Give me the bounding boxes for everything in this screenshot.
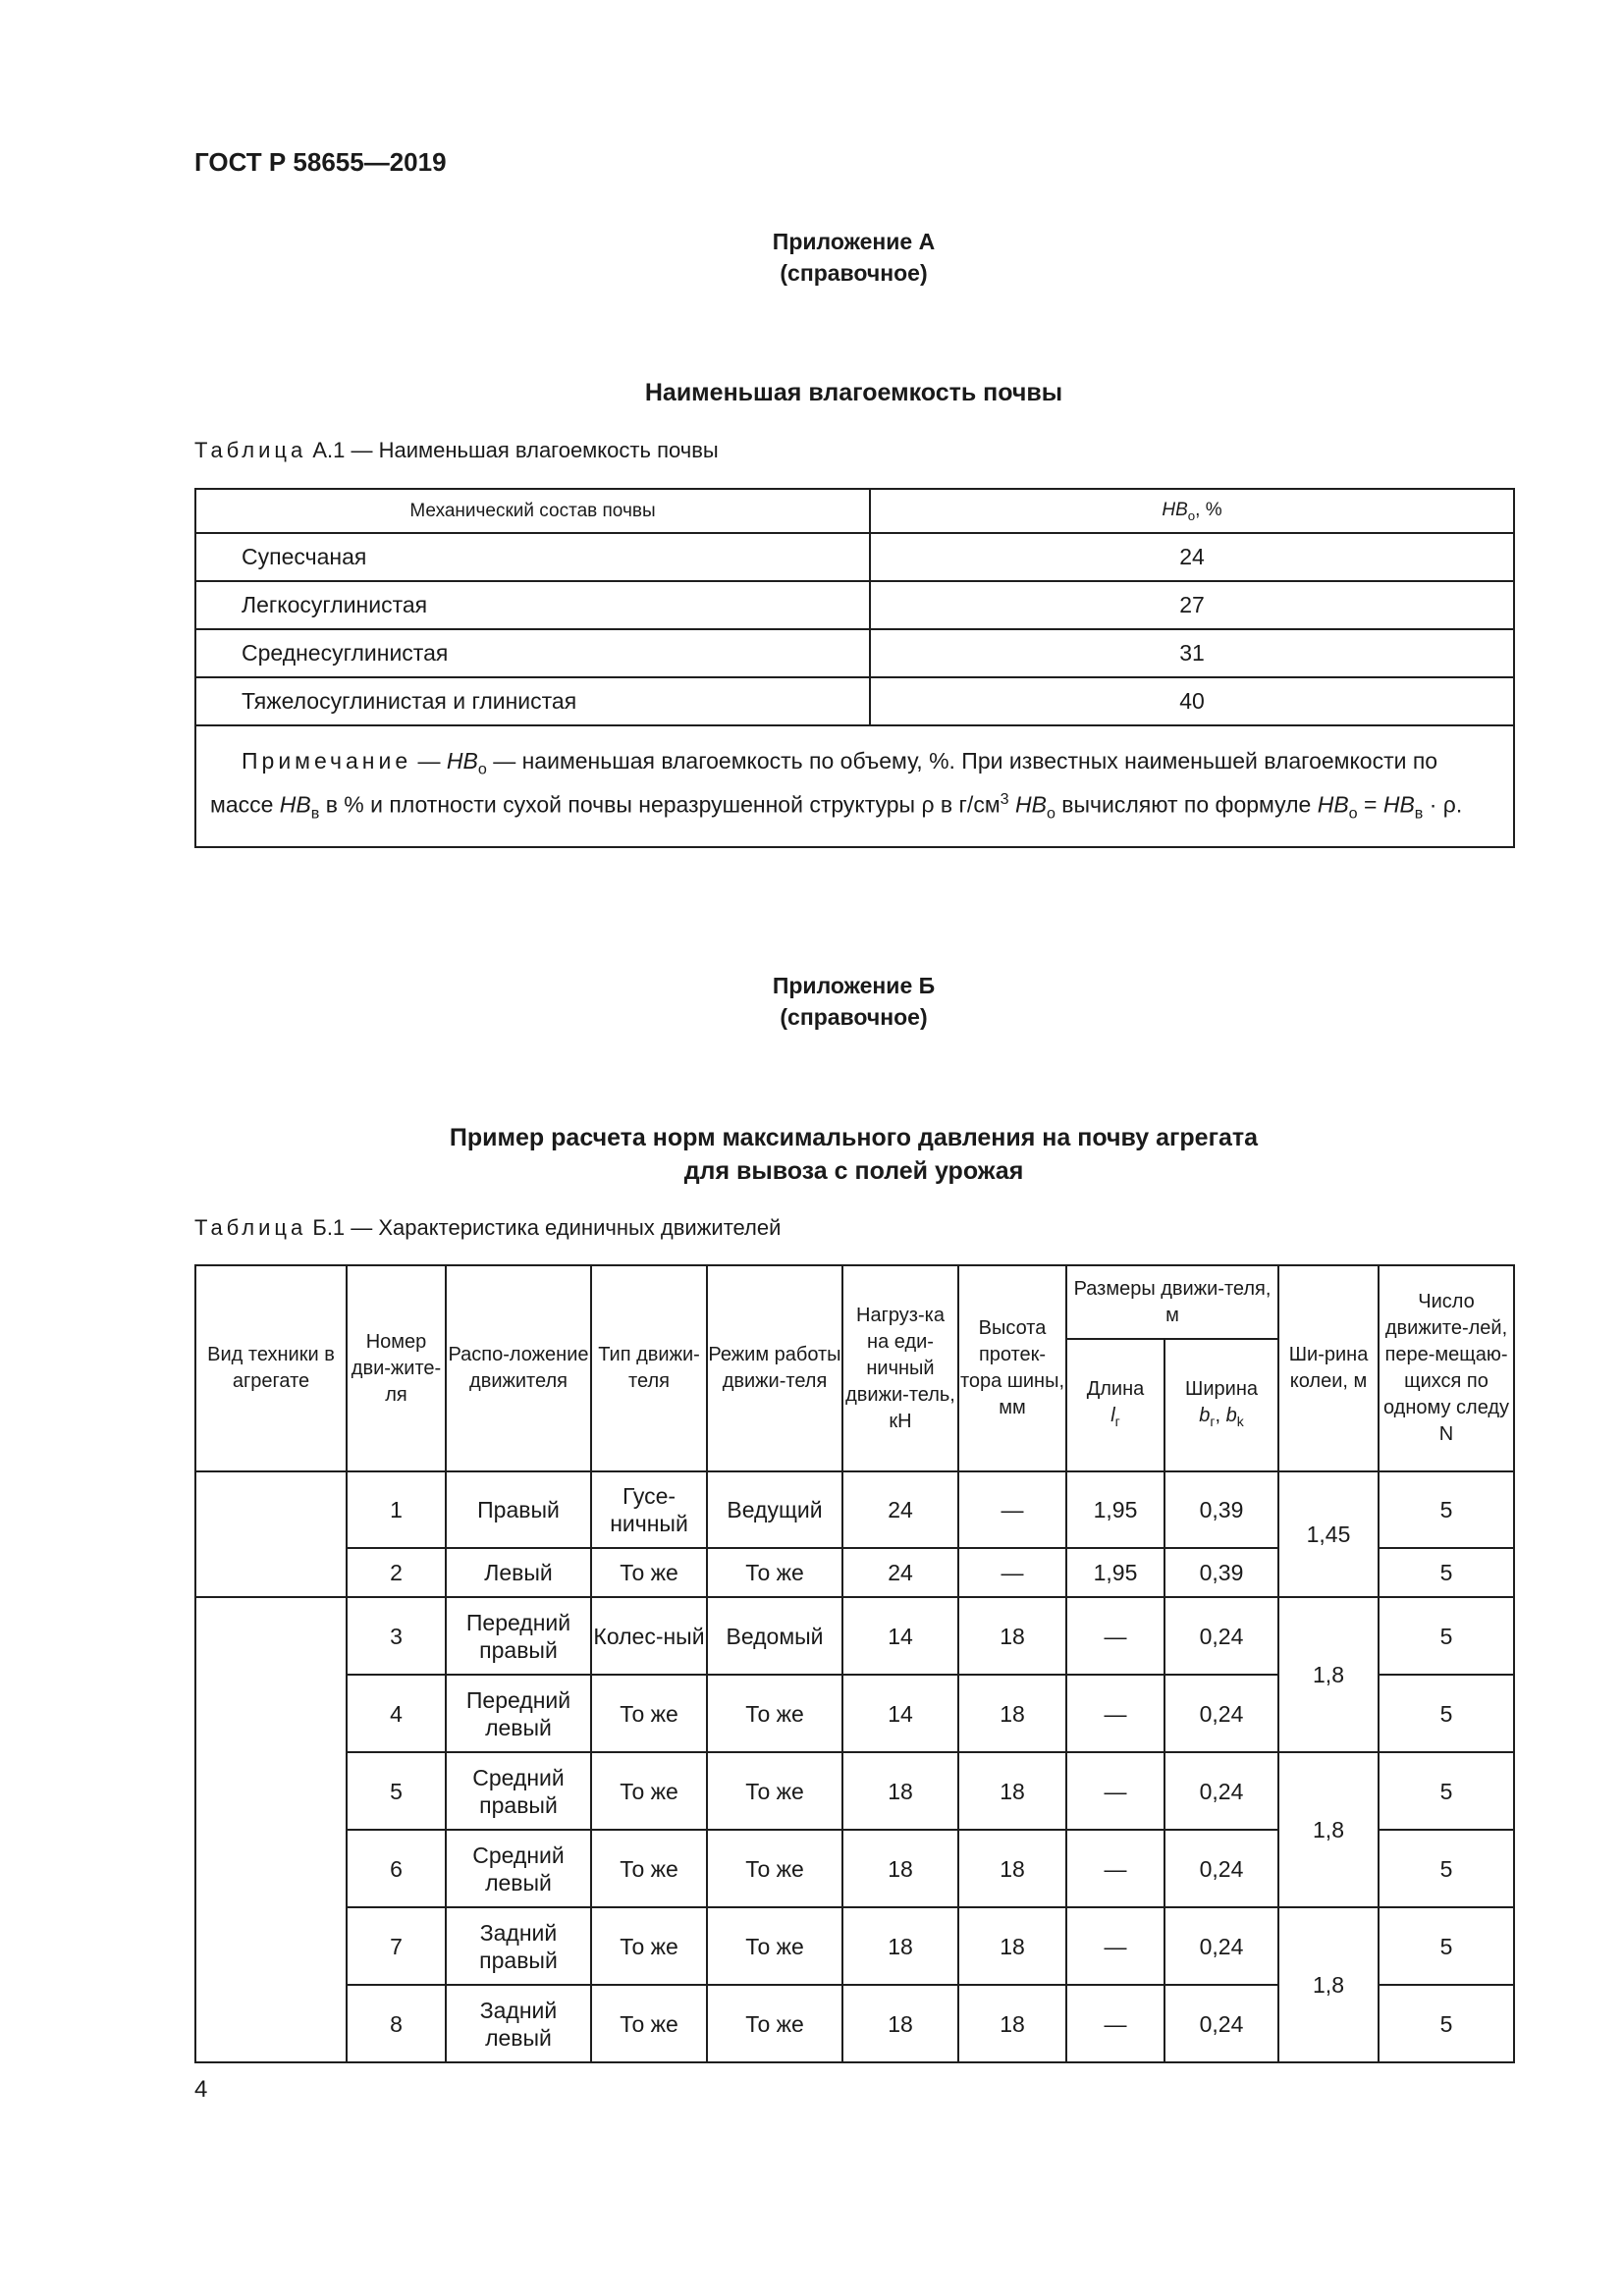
mode-cell: То же xyxy=(707,1752,842,1830)
appendix-b-title: Приложение Б xyxy=(772,973,936,998)
value-cell: 24 xyxy=(870,533,1514,581)
table-row xyxy=(195,1752,1514,1830)
position-cell: Средний правый xyxy=(446,1752,591,1830)
width-cell: 0,24 xyxy=(1164,1597,1278,1675)
gauge-cell: 1,8 xyxy=(1278,1907,1379,2062)
table-row xyxy=(195,677,1514,725)
count-cell: 5 xyxy=(1379,1675,1514,1752)
load-cell: 18 xyxy=(842,1752,958,1830)
gauge-cell: 1,45 xyxy=(1278,1471,1379,1597)
appendix-b-title-block xyxy=(194,970,1513,1033)
header-count: Число движите-лей, пере-мещаю-щихся по одному следу N xyxy=(1379,1265,1514,1471)
soil-cell: Среднесуглинистая xyxy=(195,629,870,677)
table-label: Таблица xyxy=(194,438,307,462)
table-header-row xyxy=(195,1265,1514,1339)
length-cell: — xyxy=(1066,1752,1164,1830)
length-cell: — xyxy=(1066,1985,1164,2062)
mode-cell: То же xyxy=(707,1985,842,2062)
count-cell: 5 xyxy=(1379,1907,1514,1985)
number-cell: 5 xyxy=(347,1752,446,1830)
table-row xyxy=(195,1597,1514,1675)
header-soil-composition: Механический состав почвы xyxy=(195,489,870,533)
value-cell: 40 xyxy=(870,677,1514,725)
soil-cell: Легкосуглинистая xyxy=(195,581,870,629)
length-cell: — xyxy=(1066,1675,1164,1752)
position-cell: Задний правый xyxy=(446,1907,591,1985)
count-cell: 5 xyxy=(1379,1548,1514,1597)
load-cell: 24 xyxy=(842,1548,958,1597)
appendix-a-kind: (справочное) xyxy=(780,260,928,286)
load-cell: 24 xyxy=(842,1471,958,1548)
tread-cell: 18 xyxy=(958,1907,1066,1985)
value-cell: 27 xyxy=(870,581,1514,629)
vehicle-cell xyxy=(195,1471,347,1597)
width-cell: 0,39 xyxy=(1164,1548,1278,1597)
width-cell: 0,24 xyxy=(1164,1907,1278,1985)
soil-cell: Супесчаная xyxy=(195,533,870,581)
mode-cell: То же xyxy=(707,1548,842,1597)
appendix-a-heading: Наименьшая влагоемкость почвы xyxy=(644,379,1063,406)
width-cell: 0,24 xyxy=(1164,1830,1278,1907)
mode-cell: То же xyxy=(707,1830,842,1907)
count-cell: 5 xyxy=(1379,1597,1514,1675)
number-cell: 6 xyxy=(347,1830,446,1907)
type-cell: То же xyxy=(591,1675,707,1752)
table-b1 xyxy=(194,1264,1515,2063)
mode-cell: Ведущий xyxy=(707,1471,842,1548)
tread-cell: 18 xyxy=(958,1597,1066,1675)
number-cell: 4 xyxy=(347,1675,446,1752)
header-type: Тип движи-теля xyxy=(591,1265,707,1471)
position-cell: Левый xyxy=(446,1548,591,1597)
length-cell: — xyxy=(1066,1830,1164,1907)
length-cell: 1,95 xyxy=(1066,1548,1164,1597)
heading-line-2: для вывоза с полей урожая xyxy=(683,1157,1024,1185)
heading-line-1: Пример расчета норм максимального давления на почву агрегата xyxy=(449,1124,1259,1151)
table-a1 xyxy=(194,488,1515,848)
table-caption-text: Б.1 — Характеристика единичных движителей xyxy=(306,1215,782,1240)
page-number: 4 xyxy=(194,2076,208,2103)
mode-cell: Ведомый xyxy=(707,1597,842,1675)
header-hbo: $HB_о$, % xyxy=(870,489,1514,533)
header-dimensions: Размеры движи-теля, м xyxy=(1066,1265,1278,1339)
table-header-row xyxy=(195,489,1514,533)
appendix-a-title: Приложение А xyxy=(772,229,936,254)
type-cell: То же xyxy=(591,1985,707,2062)
width-cell: 0,24 xyxy=(1164,1675,1278,1752)
header-vehicle: Вид техники в агрегате xyxy=(195,1265,347,1471)
load-cell: 18 xyxy=(842,1985,958,2062)
tread-cell: — xyxy=(958,1471,1066,1548)
number-cell: 3 xyxy=(347,1597,446,1675)
position-cell: Передний правый xyxy=(446,1597,591,1675)
count-cell: 5 xyxy=(1379,1471,1514,1548)
vehicle-cell xyxy=(195,1597,347,2062)
header-load: Нагруз-ка на еди-ничный движи-тель, кН xyxy=(842,1265,958,1471)
appendix-b-kind: (справочное) xyxy=(780,1004,928,1030)
appendix-b-heading xyxy=(194,1121,1513,1188)
gauge-cell: 1,8 xyxy=(1278,1752,1379,1907)
load-cell: 14 xyxy=(842,1597,958,1675)
mode-cell: То же xyxy=(707,1675,842,1752)
type-cell: То же xyxy=(591,1752,707,1830)
load-cell: 18 xyxy=(842,1907,958,1985)
tread-cell: 18 xyxy=(958,1830,1066,1907)
position-cell: Правый xyxy=(446,1471,591,1548)
table-row xyxy=(195,581,1514,629)
number-cell: 1 xyxy=(347,1471,446,1548)
number-cell: 7 xyxy=(347,1907,446,1985)
header-length: Длина $l_г$ xyxy=(1066,1339,1164,1471)
length-cell: — xyxy=(1066,1907,1164,1985)
width-cell: 0,39 xyxy=(1164,1471,1278,1548)
position-cell: Средний левый xyxy=(446,1830,591,1907)
header-number: Номер дви-жите-ля xyxy=(347,1265,446,1471)
tread-cell: 18 xyxy=(958,1985,1066,2062)
standard-code: ГОСТ Р 58655—2019 xyxy=(194,147,447,177)
header-gauge: Ши-рина колеи, м xyxy=(1278,1265,1379,1471)
position-cell: Задний левый xyxy=(446,1985,591,2062)
table-a1-caption xyxy=(194,438,719,463)
table-b1-caption xyxy=(194,1215,781,1241)
table-label: Таблица xyxy=(194,1215,307,1240)
load-cell: 14 xyxy=(842,1675,958,1752)
load-cell: 18 xyxy=(842,1830,958,1907)
table-note: Примечание — $HB_о$ — наименьшая влагоемкость по объему, %. При известных наименьшей влагоемкости по массе $HB_в$ в % и плотности сухой почвы неразрушенной структуры ρ в $г/см^3$ $HB_о$ вычисляют по формуле $HB_о = HB_в \cdot \rho$. xyxy=(195,725,1514,847)
table-row xyxy=(195,629,1514,677)
length-cell: — xyxy=(1066,1597,1164,1675)
header-mode: Режим работы движи-теля xyxy=(707,1265,842,1471)
width-cell: 0,24 xyxy=(1164,1752,1278,1830)
type-cell: То же xyxy=(591,1548,707,1597)
type-cell: То же xyxy=(591,1907,707,1985)
value-cell: 31 xyxy=(870,629,1514,677)
count-cell: 5 xyxy=(1379,1830,1514,1907)
type-cell: То же xyxy=(591,1830,707,1907)
type-cell: Гусе-ничный xyxy=(591,1471,707,1548)
header-position: Распо-ложение движителя xyxy=(446,1265,591,1471)
appendix-a-title-block xyxy=(194,226,1513,289)
soil-cell: Тяжелосуглинистая и глинистая xyxy=(195,677,870,725)
type-cell: Колес-ный xyxy=(591,1597,707,1675)
table-row xyxy=(195,1907,1514,1985)
table-row xyxy=(195,1471,1514,1548)
tread-cell: — xyxy=(958,1548,1066,1597)
header-width: Ширина $b_г$, $b_k$ xyxy=(1164,1339,1278,1471)
number-cell: 2 xyxy=(347,1548,446,1597)
tread-cell: 18 xyxy=(958,1675,1066,1752)
number-cell: 8 xyxy=(347,1985,446,2062)
table-note-row xyxy=(195,725,1514,847)
width-cell: 0,24 xyxy=(1164,1985,1278,2062)
table-caption-text: А.1 — Наименьшая влагоемкость почвы xyxy=(306,438,719,462)
mode-cell: То же xyxy=(707,1907,842,1985)
table-row xyxy=(195,533,1514,581)
length-cell: 1,95 xyxy=(1066,1471,1164,1548)
gauge-cell: 1,8 xyxy=(1278,1597,1379,1752)
count-cell: 5 xyxy=(1379,1752,1514,1830)
tread-cell: 18 xyxy=(958,1752,1066,1830)
position-cell: Передний левый xyxy=(446,1675,591,1752)
header-tread: Высота протек-тора шины, мм xyxy=(958,1265,1066,1471)
count-cell: 5 xyxy=(1379,1985,1514,2062)
